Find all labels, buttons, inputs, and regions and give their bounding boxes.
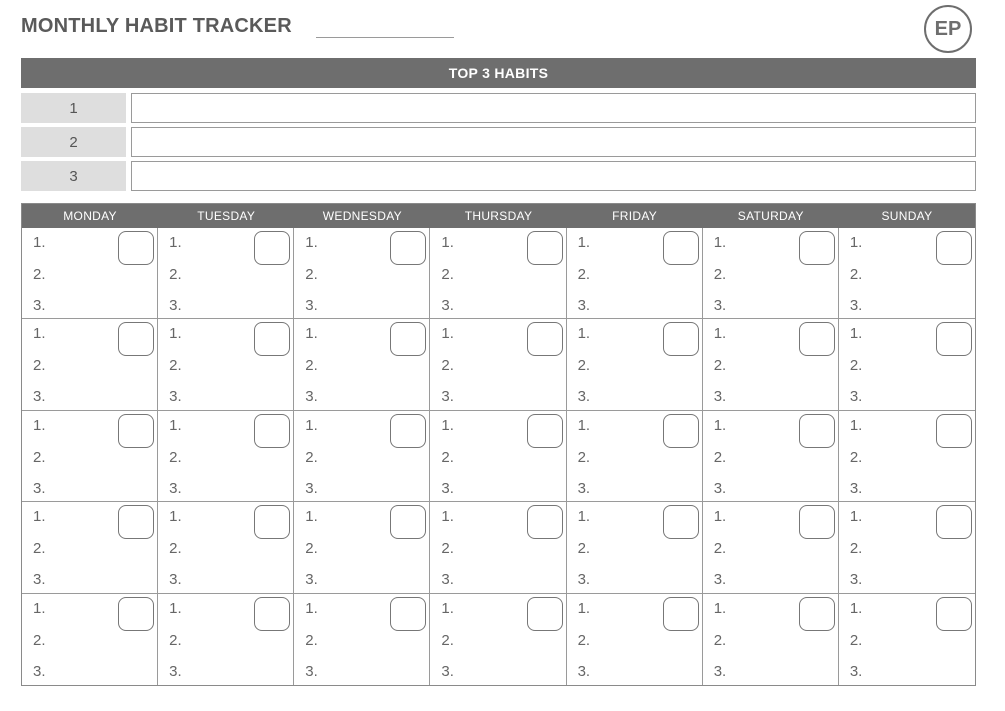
habit-checkbox[interactable] <box>799 597 835 631</box>
habit-line-label-1: 1. <box>33 234 46 251</box>
habit-line-label-2: 2. <box>33 357 46 375</box>
habit-line-label-1: 1. <box>441 234 454 251</box>
habit-checkbox[interactable] <box>663 505 699 539</box>
habit-line-label-2: 2. <box>305 266 318 283</box>
habit-checkbox[interactable] <box>936 322 972 356</box>
day-cell[interactable] <box>430 411 566 502</box>
habit-line-label-3: 3. <box>849 662 863 680</box>
day-cell[interactable] <box>158 411 294 502</box>
habit-line-label-1: 1. <box>849 325 863 343</box>
habit-line-label-1: 1. <box>33 508 46 526</box>
habit-checkbox[interactable] <box>254 231 290 265</box>
day-cell[interactable] <box>839 411 975 502</box>
habit-checkbox[interactable] <box>118 505 154 539</box>
habit-line-label-1: 1. <box>441 325 454 343</box>
day-cell[interactable] <box>703 228 839 319</box>
day-cell[interactable] <box>22 594 158 685</box>
habit-checkbox[interactable] <box>663 231 699 265</box>
day-cell[interactable] <box>839 502 975 593</box>
habit-number-3: 3 <box>21 161 126 191</box>
day-cell[interactable] <box>430 502 566 593</box>
habit-line-label-1: 1. <box>169 508 182 526</box>
day-cell[interactable] <box>430 228 566 319</box>
day-cell[interactable] <box>294 411 430 502</box>
habit-line-label-3: 3. <box>305 297 318 314</box>
habit-line-label-1: 1. <box>849 234 863 251</box>
day-cell[interactable] <box>839 319 975 410</box>
day-cell[interactable] <box>294 319 430 410</box>
day-header-wednesday: WEDNESDAY <box>322 209 402 223</box>
habit-line-label-3: 3. <box>441 571 454 589</box>
habit-checkbox[interactable] <box>799 414 835 448</box>
habit-line-label-2: 2. <box>713 357 727 375</box>
habit-line-label-3: 3. <box>33 571 46 589</box>
habit-checkbox[interactable] <box>254 322 290 356</box>
day-cell[interactable] <box>703 594 839 685</box>
habit-calendar <box>21 203 976 686</box>
habit-checkbox[interactable] <box>527 505 563 539</box>
habit-checkbox[interactable] <box>254 597 290 631</box>
day-cell[interactable] <box>567 594 703 685</box>
habit-line-label-2: 2. <box>441 631 454 649</box>
habit-line-label-3: 3. <box>577 662 591 680</box>
habit-line-label-1: 1. <box>849 508 863 526</box>
habit-field-2[interactable] <box>131 127 976 157</box>
habit-checkbox[interactable] <box>390 322 426 356</box>
day-cell[interactable] <box>839 228 975 319</box>
habit-line-label-1: 1. <box>305 234 318 251</box>
habit-line-label-2: 2. <box>305 357 318 375</box>
habit-line-label-1: 1. <box>577 325 591 343</box>
habit-checkbox[interactable] <box>390 231 426 265</box>
day-header-saturday: SATURDAY <box>737 209 804 223</box>
habit-line-label-1: 1. <box>849 416 863 434</box>
habit-checkbox[interactable] <box>799 231 835 265</box>
habit-line-label-2: 2. <box>441 448 454 466</box>
habit-line-label-3: 3. <box>849 479 863 497</box>
habit-row-3 <box>21 161 976 191</box>
habit-checkbox[interactable] <box>936 414 972 448</box>
day-cell[interactable] <box>567 502 703 593</box>
habit-checkbox[interactable] <box>799 505 835 539</box>
habit-checkbox[interactable] <box>663 414 699 448</box>
habit-row-1 <box>21 93 976 123</box>
habit-line-label-3: 3. <box>713 662 727 680</box>
habit-line-label-3: 3. <box>169 297 182 314</box>
day-cell[interactable] <box>158 502 294 593</box>
page-title: MONTHLY HABIT TRACKER <box>21 15 292 37</box>
habit-line-label-1: 1. <box>577 234 591 251</box>
habit-line-label-2: 2. <box>849 357 863 375</box>
habit-line-label-2: 2. <box>441 540 454 558</box>
day-cell[interactable] <box>22 502 158 593</box>
habit-line-label-2: 2. <box>849 631 863 649</box>
top-habits-heading: TOP 3 HABITS <box>21 58 976 88</box>
habit-line-label-3: 3. <box>441 388 454 406</box>
habit-checkbox[interactable] <box>936 505 972 539</box>
habit-line-label-2: 2. <box>33 631 46 649</box>
habit-line-label-2: 2. <box>305 448 318 466</box>
habit-line-label-3: 3. <box>577 297 591 314</box>
habit-line-label-2: 2. <box>169 266 182 283</box>
habit-line-label-3: 3. <box>849 571 863 589</box>
habit-line-label-2: 2. <box>305 540 318 558</box>
habit-line-label-2: 2. <box>849 266 863 283</box>
habit-checkbox[interactable] <box>527 322 563 356</box>
habit-line-label-2: 2. <box>169 540 182 558</box>
habit-line-label-1: 1. <box>169 234 182 251</box>
habit-checkbox[interactable] <box>390 597 426 631</box>
habit-line-label-3: 3. <box>713 388 727 406</box>
habit-line-label-2: 2. <box>713 631 727 649</box>
day-cell[interactable] <box>22 319 158 410</box>
habit-row-2 <box>21 127 976 157</box>
habit-line-label-2: 2. <box>33 448 46 466</box>
habit-line-label-3: 3. <box>169 571 182 589</box>
habit-line-label-1: 1. <box>169 325 182 343</box>
day-cell[interactable] <box>703 319 839 410</box>
habit-line-label-1: 1. <box>713 416 727 434</box>
habit-line-label-2: 2. <box>713 266 727 283</box>
day-header-sunday: SUNDAY <box>881 209 933 223</box>
habit-checkbox[interactable] <box>527 414 563 448</box>
habit-line-label-2: 2. <box>305 631 318 649</box>
habit-line-label-3: 3. <box>713 479 727 497</box>
habit-line-label-1: 1. <box>441 416 454 434</box>
day-cell[interactable] <box>430 319 566 410</box>
habit-line-label-2: 2. <box>169 357 182 375</box>
habit-line-label-2: 2. <box>33 540 46 558</box>
habit-line-label-3: 3. <box>577 571 591 589</box>
habit-line-label-2: 2. <box>577 448 591 466</box>
habit-line-label-3: 3. <box>849 388 863 406</box>
habit-line-label-3: 3. <box>33 388 46 406</box>
habit-line-label-1: 1. <box>713 234 727 251</box>
day-cell[interactable] <box>158 228 294 319</box>
day-cell[interactable] <box>158 594 294 685</box>
habit-line-label-2: 2. <box>577 540 591 558</box>
day-header-friday: FRIDAY <box>612 209 658 223</box>
habit-line-label-1: 1. <box>441 599 454 617</box>
habit-checkbox[interactable] <box>118 597 154 631</box>
habit-line-label-2: 2. <box>849 448 863 466</box>
habit-checkbox[interactable] <box>799 322 835 356</box>
habit-line-label-3: 3. <box>169 388 182 406</box>
habit-line-label-2: 2. <box>577 266 591 283</box>
habit-line-label-1: 1. <box>33 599 46 617</box>
day-header-row <box>22 204 975 228</box>
habit-number-1: 1 <box>21 93 126 123</box>
habit-line-label-2: 2. <box>713 540 727 558</box>
habit-checkbox[interactable] <box>254 505 290 539</box>
day-cell[interactable] <box>22 228 158 319</box>
day-cell[interactable] <box>294 228 430 319</box>
day-cell[interactable] <box>703 411 839 502</box>
day-cell[interactable] <box>839 594 975 685</box>
month-input-line[interactable] <box>316 37 454 38</box>
habit-line-label-2: 2. <box>169 631 182 649</box>
day-cell[interactable] <box>430 594 566 685</box>
habit-line-label-3: 3. <box>441 662 454 680</box>
day-cell[interactable] <box>158 319 294 410</box>
habit-line-label-1: 1. <box>305 508 318 526</box>
day-cell[interactable] <box>567 228 703 319</box>
habit-checkbox[interactable] <box>527 597 563 631</box>
habit-line-label-1: 1. <box>169 599 182 617</box>
habit-line-label-1: 1. <box>577 416 591 434</box>
habit-line-label-3: 3. <box>849 297 863 314</box>
habit-line-label-3: 3. <box>305 662 318 680</box>
habit-checkbox[interactable] <box>254 414 290 448</box>
habit-line-label-1: 1. <box>713 508 727 526</box>
habit-checkbox[interactable] <box>527 231 563 265</box>
habit-line-label-3: 3. <box>33 297 46 314</box>
habit-line-label-2: 2. <box>713 448 727 466</box>
habit-checkbox[interactable] <box>390 414 426 448</box>
habit-line-label-2: 2. <box>33 266 46 283</box>
day-cell[interactable] <box>22 411 158 502</box>
day-header-thursday: THURSDAY <box>464 209 533 223</box>
habit-line-label-3: 3. <box>577 479 591 497</box>
habit-line-label-3: 3. <box>441 297 454 314</box>
calendar-grid <box>22 228 975 685</box>
habit-line-label-1: 1. <box>577 508 591 526</box>
habit-line-label-3: 3. <box>441 479 454 497</box>
habit-line-label-3: 3. <box>33 662 46 680</box>
day-cell[interactable] <box>703 502 839 593</box>
habit-checkbox[interactable] <box>936 231 972 265</box>
habit-checkbox[interactable] <box>118 414 154 448</box>
habit-line-label-3: 3. <box>305 571 318 589</box>
habit-line-label-3: 3. <box>305 388 318 406</box>
habit-line-label-1: 1. <box>713 325 727 343</box>
habit-line-label-1: 1. <box>305 325 318 343</box>
habit-checkbox[interactable] <box>936 597 972 631</box>
habit-line-label-3: 3. <box>169 662 182 680</box>
habit-checkbox[interactable] <box>118 231 154 265</box>
day-cell[interactable] <box>567 411 703 502</box>
ep-logo: EP <box>924 5 972 53</box>
habit-line-label-3: 3. <box>33 479 46 497</box>
day-header-monday: MONDAY <box>63 209 117 223</box>
habit-line-label-1: 1. <box>713 599 727 617</box>
habit-line-label-2: 2. <box>169 448 182 466</box>
habit-line-label-1: 1. <box>441 508 454 526</box>
habit-checkbox[interactable] <box>390 505 426 539</box>
day-header-tuesday: TUESDAY <box>197 209 256 223</box>
habit-line-label-1: 1. <box>169 416 182 434</box>
habit-line-label-3: 3. <box>305 479 318 497</box>
habit-line-label-1: 1. <box>849 599 863 617</box>
habit-line-label-1: 1. <box>305 416 318 434</box>
day-cell[interactable] <box>294 594 430 685</box>
habit-checkbox[interactable] <box>663 597 699 631</box>
habit-field-3[interactable] <box>131 161 976 191</box>
day-cell[interactable] <box>294 502 430 593</box>
habit-number-2: 2 <box>21 127 126 157</box>
habit-checkbox[interactable] <box>118 322 154 356</box>
habit-line-label-3: 3. <box>713 571 727 589</box>
habit-line-label-3: 3. <box>169 479 182 497</box>
habit-field-1[interactable] <box>131 93 976 123</box>
habit-line-label-1: 1. <box>577 599 591 617</box>
habit-line-label-2: 2. <box>441 357 454 375</box>
day-cell[interactable] <box>567 319 703 410</box>
habit-line-label-2: 2. <box>577 357 591 375</box>
habit-line-label-2: 2. <box>441 266 454 283</box>
habit-line-label-1: 1. <box>33 416 46 434</box>
habit-line-label-3: 3. <box>577 388 591 406</box>
habit-checkbox[interactable] <box>663 322 699 356</box>
habit-line-label-3: 3. <box>713 297 727 314</box>
habit-line-label-2: 2. <box>849 540 863 558</box>
habit-line-label-1: 1. <box>33 325 46 343</box>
habit-line-label-2: 2. <box>577 631 591 649</box>
habit-line-label-1: 1. <box>305 599 318 617</box>
